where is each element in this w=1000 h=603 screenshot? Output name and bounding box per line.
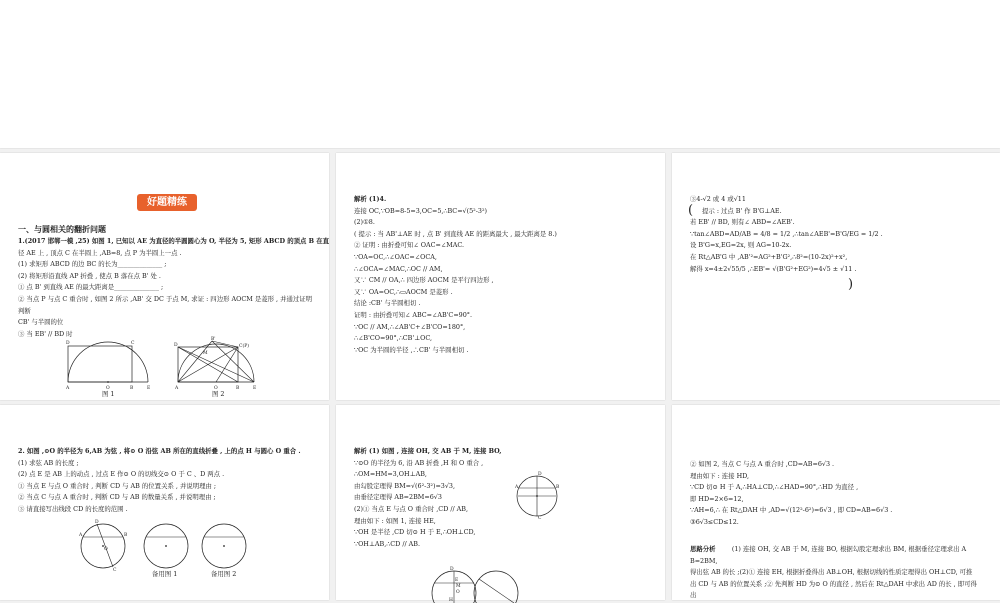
text-line: ∵AH=6,∴ 在 Rt△DAH 中 ,AD=√(12²-6²)=6√3 , 即 CD=AB=6√3 .: [690, 506, 893, 515]
text-line: (2) 将矩形沿直线 AP 折叠 , 使点 B 落在点 B' 处 .: [18, 271, 161, 280]
text-line: ∵⊙O 的半径为 6, 沿 AB 折叠 ,H 和 O 重合 ,: [354, 458, 484, 467]
text-line: (1) 求矩形 ABCD 的边 BC 的长为______________ ;: [18, 260, 167, 269]
slide-solution-2: [336, 405, 665, 603]
fig2-label-O: O: [214, 386, 218, 391]
figure-problem-2: [78, 519, 128, 571]
text-line: ② 证明 : 由折叠可知∠ OAC=∠MAC.: [354, 241, 465, 250]
figure-2: [172, 337, 262, 391]
text-line: CB' 与半圆的位: [18, 318, 64, 327]
text-line: 证明 : 由折叠可知∠ ABC=∠AB'C=90°.: [354, 310, 473, 319]
text-line: 解析 (1)4.: [354, 195, 387, 203]
text-line: 连接 OC,∵OB=8-5=3,OC=5,∴BC=√(5²-3²): [354, 206, 488, 215]
fig-label-C: C: [113, 568, 117, 573]
text-line: 结论 :CB' 与半圆相切 .: [354, 299, 421, 308]
solution-1-cont-text: [690, 194, 988, 275]
fig2-label-CP: C(P): [239, 344, 249, 349]
text-line: 即 HD=2×6=12,: [690, 494, 744, 503]
figure-1-caption: 图 1: [102, 390, 115, 398]
text-line: ③ 请直接写出线段 CD 的长度的范围 .: [18, 504, 128, 513]
text-line: 得出弦 AB 的长 ;(2)① 连接 EH, 根据折叠得出 AB⊥OH, 根据切线的性质定理得出 OH⊥CD, 可推: [690, 568, 973, 577]
fig-label-B: B: [124, 533, 128, 538]
sol-fig-label-A: A: [515, 485, 519, 490]
text-line: 又∵ OA=OC,∴▭AOCM 是菱形 .: [354, 287, 453, 296]
text-line: 2. 如图 ,⊙O 的半径为 6,AB 为弦 , 将⊙ O 沿弦 AB 所在的直线折叠 , 上的点 H 与圆心 O 重合 .: [18, 447, 301, 455]
fig2-label-B: B: [236, 386, 240, 391]
text-line: ③4-√2 或 4 或√11: [690, 195, 746, 203]
sol-fig2-label-M: M: [456, 584, 461, 589]
problem-1-text: [18, 236, 330, 340]
figure-1: [64, 339, 160, 391]
figure-2-caption: 图 2: [212, 390, 225, 398]
text-line: 出: [690, 591, 697, 600]
slide-solution-1-cont: [672, 153, 1000, 400]
text-line: ② 如图 2, 当点 C 与点 A 重合时 ,CD=AB=6√3 .: [690, 460, 835, 468]
text-line: ① 点 B' 到直线 AE 的最大距离是______________ ;: [18, 283, 164, 292]
solution-figure-2: [424, 563, 524, 603]
text-line: ( 提示 : 当 AB'⊥AE 时 , 点 B' 到直线 AE 的距离最大 , 最大距离是 8.): [354, 229, 557, 238]
text-line: 判断: [18, 306, 31, 315]
text-line: ∵OH⊥AB,∴CD // AB.: [354, 539, 421, 548]
slide-problem-1: [0, 153, 329, 400]
backup-figure-1-caption: 备用图 1: [152, 570, 178, 578]
text-line: ∴∠OCA=∠MAC,∴OC // AM,: [354, 264, 443, 273]
text-line: ∴∠B'CO=90°,∴CB'⊥OC,: [354, 334, 433, 343]
slide-solution-2-cont: [672, 405, 1000, 600]
fig1-label-C: C: [131, 341, 135, 346]
fig2-label-D: D: [174, 343, 178, 348]
text-line: (1) 求弦 AB 的长度 ;: [18, 458, 79, 467]
solution-1-text: [354, 194, 653, 356]
text-line: 由勾股定理得 BM=√(6²-3²)=3√3,: [354, 481, 456, 490]
text-line: ∴OM=HM=3,OH⊥AB,: [354, 470, 427, 479]
fig2-label-B-prime: B': [211, 337, 216, 342]
fig-label-D: D: [95, 520, 99, 525]
text-line: 解析 (1) 如图 , 连接 OH, 交 AB 于 M, 连接 BO,: [354, 447, 502, 455]
fig1-label-D: D: [66, 341, 70, 346]
blank-slide: [0, 0, 1000, 148]
fig1-label-E: E: [147, 386, 151, 391]
sol-fig2-label-D: D: [450, 567, 454, 572]
text-line: 若 EB' // BD, 则有∠ ABD=∠AEB'.: [690, 218, 795, 227]
sol-fig-label-D: D: [538, 472, 542, 477]
text-line: B=2BM,: [690, 556, 718, 565]
text-line: 理由如下 : 如图 1, 连接 HE,: [354, 516, 436, 525]
text-line: ③ 当 EB' // BD 时: [18, 329, 73, 338]
text-line: 设 B'G=x,EG=2x, 则 AG=10-2x.: [690, 241, 792, 250]
fig2-label-E: E: [253, 386, 257, 391]
sol-fig2-label-H: H: [449, 598, 453, 603]
text-line: 1.(2017 邯郸一模 ,25) 如图 1, 已知以 AE 为直径的半圆圆心为 O, 半径为 5, 矩形 ABCD 的顶点 B 在直: [18, 237, 330, 245]
analysis-label: 思路分析: [690, 545, 716, 553]
solution-2-cont-text: [690, 459, 988, 529]
text-line: (2)①8.: [354, 218, 375, 227]
fig1-label-O: O: [106, 386, 110, 391]
text-line: 理由如下 : 连接 HD,: [690, 471, 750, 480]
backup-figure-2-caption: 备用图 2: [211, 570, 237, 578]
left-paren: (: [688, 203, 694, 218]
backup-figure-1: [141, 519, 191, 571]
section-title: 一、与圆相关的翻折问题: [18, 225, 106, 234]
text-line: (2) 点 E 是 AB 上的动点 , 过点 E 作⊙ O 的切线交⊙ O 于 C 、D 两点 .: [18, 470, 225, 479]
fig2-label-M: M: [203, 351, 208, 356]
fig1-label-A: A: [66, 386, 70, 391]
sol-fig-label-C: C: [538, 516, 542, 521]
sol-fig2-label-E: E: [455, 578, 459, 583]
solution-figure-1: [514, 471, 560, 519]
text-line: 解得 x=4±2√55/5 ,∴EB'= √(B'G²+EG²)=4√5 ± √11 .: [690, 264, 857, 273]
text-line: ∵OC // AM,∴∠AB'C+∠B'CO=180°,: [354, 322, 466, 331]
sol-fig-label-B: B: [556, 485, 560, 490]
practice-badge: 好题精练: [137, 194, 197, 211]
sol-fig2-label-O: O: [456, 590, 460, 595]
analysis-block: [690, 544, 988, 602]
text-line: ③6√3≤CD≤12.: [690, 517, 739, 526]
backup-figure-2: [199, 519, 249, 571]
text-line: (2)① 当点 E 与点 O 重合时 ,CD // AB,: [354, 504, 469, 513]
text-line: ∵OA=OC,∴∠OAC=∠OCA,: [354, 252, 437, 261]
text-line: ∵CD 切⊙ H 于 A,∴HA⊥CD,∴∠HAD=90°,∴HD 为直径 ,: [690, 483, 859, 492]
text-line: 出 CD 与 AB 的位置关系 ;② 先判断 HD 为⊙ O 的直径 , 然后在 Rt△DAH 中求出 AD 的长 , 即可得: [690, 579, 977, 588]
text-line: ∵OH 是半径 ,CD 切⊙ H 于 E,∴OH⊥CD,: [354, 528, 476, 537]
text-line: 径 AE 上 , 顶点 C 在半圆上 ,AB=8, 点 P 为半圆上一点 .: [18, 248, 182, 257]
slide-problem-2: [0, 405, 329, 600]
text-line: ② 当点 P 与点 C 重合时 , 如图 2 所示 ,AB' 交 DC 于点 M, 求证 : 四边形 AOCM 是菱形 , 并通过证明: [18, 294, 313, 303]
fig1-label-B: B: [130, 386, 134, 391]
text-line: ① 当点 E 与点 O 重合时 , 判断 CD 与 AB 的位置关系 , 并说明理由 ;: [18, 481, 217, 490]
text-line: ∵OC 为半圆的半径 ,∴CB' 与半圆相切 .: [354, 345, 469, 354]
right-paren: ): [848, 277, 854, 292]
text-line: 又∵ CM // OA,∴ 四边形 AOCM 是平行四边形 ,: [354, 276, 494, 285]
fig-label-O: O: [104, 547, 108, 552]
text-line: 在 Rt△AB'G 中 ,AB'²=AG²+B'G²,∴8²=(10-2x)²+x²,: [690, 252, 848, 261]
fig2-label-A: A: [175, 386, 179, 391]
problem-2-text: [18, 446, 317, 516]
text-line: (1) 连接 OH, 交 AB 于 M, 连接 BO, 根据勾股定理求出 BM, 根据垂径定理求出 A: [731, 545, 967, 553]
slide-solution-1: [336, 153, 665, 400]
solution-2-text: [354, 446, 653, 550]
text-line: 提示 : 过点 B' 作 B'G⊥AE.: [702, 206, 782, 215]
text-line: ② 当点 C 与点 A 重合时 , 判断 CD 与 AB 的数量关系 , 并说明理由 ;: [18, 493, 216, 502]
text-line: 由垂径定理得 AB=2BM=6√3: [354, 493, 442, 502]
fig-label-A: A: [79, 533, 83, 538]
text-line: ∵tan∠ABD=AD/AB = 4/8 = 1/2 ,∴tan∠AEB'=B'G/EG = 1/2 .: [690, 229, 883, 238]
